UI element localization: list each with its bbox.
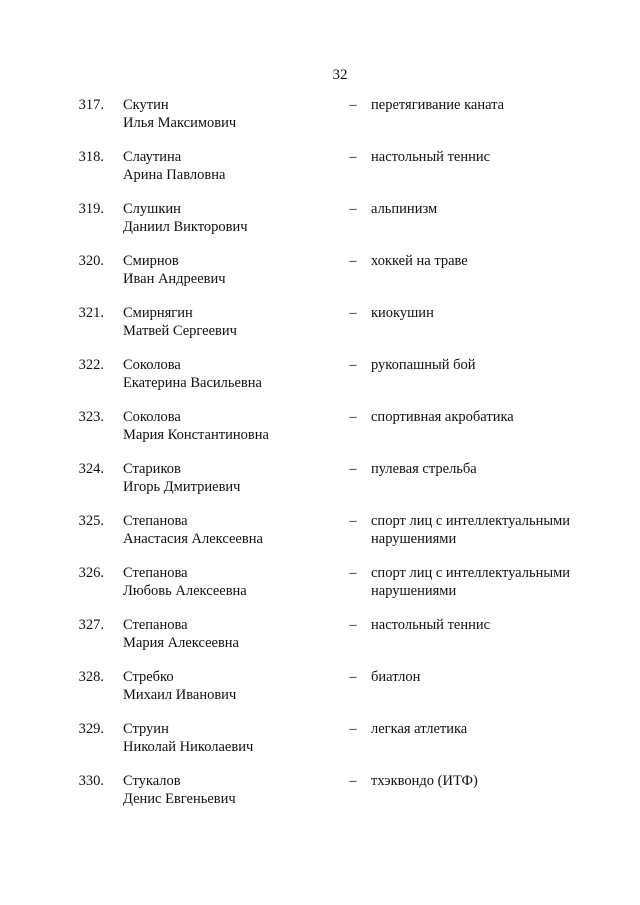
entry-number: 330. [78, 773, 104, 789]
person-name [123, 668, 338, 704]
surname: Стариков [123, 461, 181, 477]
dash-separator: – [349, 721, 357, 737]
list-item [0, 252, 640, 292]
given-names: Игорь Дмитриевич [123, 479, 241, 495]
person-name [123, 408, 338, 444]
surname: Соколова [123, 357, 181, 373]
person-name [123, 200, 338, 236]
sport-name: спорт лиц с интеллектуальными нарушениями [371, 513, 571, 547]
list-item [0, 512, 640, 552]
list-item [0, 668, 640, 708]
list-item [0, 408, 640, 448]
entry-number: 320. [78, 253, 104, 269]
entry-number: 326. [78, 565, 104, 581]
sport-name: настольный теннис [371, 617, 491, 633]
person-name [123, 148, 338, 184]
surname: Слаутина [123, 149, 182, 165]
sport-name: легкая атлетика [371, 721, 468, 737]
given-names: Екатерина Васильевна [123, 375, 262, 391]
person-name [123, 564, 338, 600]
sport-name: биатлон [371, 669, 421, 685]
surname: Слушкин [123, 201, 181, 217]
person-name [123, 512, 338, 548]
dash-separator: – [349, 149, 357, 165]
entry-number: 322. [78, 357, 104, 373]
sport-name: перетягивание каната [371, 97, 505, 113]
surname: Степанова [123, 565, 188, 581]
given-names: Илья Максимович [123, 115, 237, 131]
entry-number: 328. [78, 669, 104, 685]
given-names: Денис Евгеньевич [123, 791, 236, 807]
dash-separator: – [349, 97, 357, 113]
dash-separator: – [349, 513, 357, 529]
list-item [0, 304, 640, 344]
sport-name: пулевая стрельба [371, 461, 477, 477]
entry-number: 318. [78, 149, 104, 165]
entry-number: 321. [78, 305, 104, 321]
surname: Соколова [123, 409, 181, 425]
given-names: Любовь Алексеевна [123, 583, 247, 599]
given-names: Мария Константиновна [123, 427, 269, 443]
dash-separator: – [349, 201, 357, 217]
person-name [123, 720, 338, 756]
entry-number: 324. [78, 461, 104, 477]
given-names: Николай Николаевич [123, 739, 254, 755]
surname: Скутин [123, 97, 169, 113]
dash-separator: – [349, 253, 357, 269]
given-names: Мария Алексеевна [123, 635, 239, 651]
surname: Степанова [123, 617, 188, 633]
surname: Степанова [123, 513, 188, 529]
given-names: Анастасия Алексеевна [123, 531, 263, 547]
sport-name: альпинизм [371, 201, 438, 217]
list-item [0, 720, 640, 760]
dash-separator: – [349, 565, 357, 581]
entry-number: 317. [78, 97, 104, 113]
person-name [123, 96, 338, 132]
sport-name: рукопашный бой [371, 357, 476, 373]
person-name [123, 304, 338, 340]
dash-separator: – [349, 617, 357, 633]
list-item [0, 772, 640, 812]
surname: Струин [123, 721, 169, 737]
surname: Стребко [123, 669, 174, 685]
sport-name: тхэквондо (ИТФ) [371, 773, 478, 789]
sport-name: спортивная акробатика [371, 409, 514, 425]
person-name [123, 772, 338, 808]
list-item [0, 564, 640, 604]
sport-name: киокушин [371, 305, 434, 321]
person-name [123, 252, 338, 288]
list-item [0, 460, 640, 500]
given-names: Михаил Иванович [123, 687, 237, 703]
entry-number: 319. [78, 201, 104, 217]
person-name [123, 616, 338, 652]
list-item [0, 96, 640, 136]
person-name [123, 356, 338, 392]
sport-name: хоккей на траве [371, 253, 468, 269]
surname: Смирнов [123, 253, 179, 269]
list-item [0, 356, 640, 396]
page-number: 32 [332, 67, 348, 83]
list-item [0, 616, 640, 656]
dash-separator: – [349, 305, 357, 321]
given-names: Матвей Сергеевич [123, 323, 237, 339]
list-item [0, 200, 640, 240]
dash-separator: – [349, 773, 357, 789]
given-names: Арина Павловна [123, 167, 226, 183]
given-names: Даниил Викторович [123, 219, 248, 235]
list-item [0, 148, 640, 188]
surname: Стукалов [123, 773, 181, 789]
dash-separator: – [349, 357, 357, 373]
entry-number: 323. [78, 409, 104, 425]
dash-separator: – [349, 409, 357, 425]
person-name [123, 460, 338, 496]
dash-separator: – [349, 461, 357, 477]
surname: Смирнягин [123, 305, 193, 321]
entry-number: 329. [78, 721, 104, 737]
sport-name: настольный теннис [371, 149, 491, 165]
entry-number: 327. [78, 617, 104, 633]
entry-number: 325. [78, 513, 104, 529]
sport-name: спорт лиц с интеллектуальными нарушениями [371, 565, 571, 599]
dash-separator: – [349, 669, 357, 685]
given-names: Иван Андреевич [123, 271, 226, 287]
